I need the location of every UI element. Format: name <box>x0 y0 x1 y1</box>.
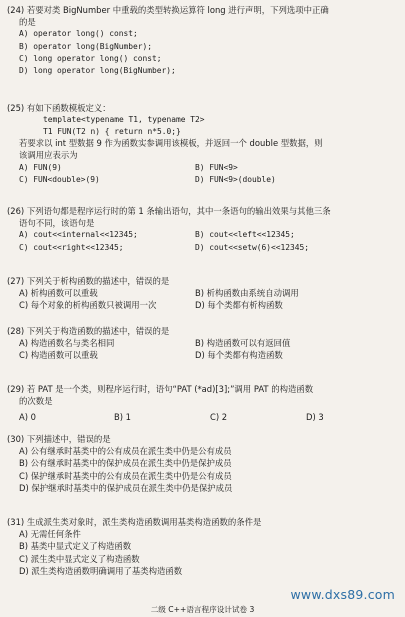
option-30-b: B) 公有继承时基类中的保护成员在派生类中仍是保护成员 <box>19 458 232 469</box>
watermark: www.dxs89.com <box>290 587 395 602</box>
question-26-stem-cont: 语句不同，该语句是 <box>19 218 95 229</box>
option-28-c: C) 构造函数可以重载 <box>19 350 98 361</box>
question-29-stem: (29) 若 PAT 是一个类，则程序运行时，语句“PAT (*ad)[3];”调用 PAT 的构造函数 <box>7 384 314 394</box>
option-27-d: D) 每个类都有析构函数 <box>195 300 283 311</box>
option-30-c: C) 保护继承时基类中的公有成员在派生类中仍是公有成员 <box>19 470 232 481</box>
question-26 <box>7 205 399 254</box>
option-25-a: A) FUN(9) <box>19 162 62 172</box>
option-25-d: D) FUN<9>(double) <box>195 174 276 184</box>
option-24-b: B) operator long(BigNumber); <box>19 41 153 51</box>
option-29-d: D) 3 <box>306 412 324 423</box>
code-line-2: T1 FUN(T2 n) { return n*5.0;} <box>43 126 181 136</box>
question-24 <box>7 4 399 77</box>
option-26-b: B) cout<<left<<12345; <box>195 230 295 240</box>
question-31 <box>7 516 399 577</box>
option-28-a: A) 构造函数名与类名相同 <box>19 338 115 349</box>
option-28-b: B) 构造函数可以有返回值 <box>195 338 291 349</box>
option-27-c: C) 每个对象的析构函数只被调用一次 <box>19 300 157 311</box>
option-27-a: A) 析构函数可以重载 <box>19 288 98 299</box>
page-footer: 二级 C++语言程序设计试卷 3 <box>150 605 255 614</box>
option-28-d: D) 每个类都有构造函数 <box>195 350 283 361</box>
question-31-stem: (31) 生成派生类对象时，派生类构造函数调用基类构造函数的条件是 <box>7 517 262 527</box>
question-30 <box>7 433 399 494</box>
option-26-c: C) cout<<right<<12345; <box>19 242 124 252</box>
option-30-a: A) 公有继承时基类中的公有成员在派生类中仍是公有成员 <box>19 446 232 457</box>
question-25-stem-cont: 若要求以 int 型数据 9 作为函数实参调用该模板，并返回一个 double 型数据，则 <box>19 138 323 149</box>
question-27-stem: (27) 下列关于析构函数的描述中，错误的是 <box>7 276 170 286</box>
option-24-a: A) operator long() const; <box>19 29 138 39</box>
question-28 <box>7 325 399 362</box>
question-29 <box>7 383 399 424</box>
question-25-stem-cont2: 该调用应表示为 <box>19 150 78 161</box>
option-24-c: C) long operator long() const; <box>19 53 162 63</box>
question-24-stem-cont: 的是 <box>19 17 36 28</box>
question-27 <box>7 275 399 312</box>
option-31-d: D) 派生类构造函数明确调用了基类构造函数 <box>19 565 183 576</box>
option-31-a: A) 无需任何条件 <box>19 529 81 540</box>
question-25 <box>7 102 399 186</box>
question-26-stem: (26) 下列语句都是程序运行时的第 1 条输出语句，其中一条语句的输出效果与其他三条 <box>7 206 331 216</box>
option-26-a: A) cout<<internal<<12345; <box>19 230 138 240</box>
option-25-c: C) FUN<double>(9) <box>19 174 100 184</box>
option-24-d: D) long operator long(BigNumber); <box>19 66 176 76</box>
option-26-d: D) cout<<setw(6)<<12345; <box>195 242 310 252</box>
option-25-b: B) FUN<9> <box>195 162 238 172</box>
option-31-b: B) 基类中显式定义了构造函数 <box>19 541 132 552</box>
option-29-c: C) 2 <box>210 412 228 423</box>
question-28-stem: (28) 下列关于构造函数的描述中，错误的是 <box>7 326 170 336</box>
question-30-stem: (30) 下列描述中，错误的是 <box>7 434 111 444</box>
option-29-a: A) 0 <box>19 412 36 423</box>
option-29-b: B) 1 <box>114 412 132 423</box>
question-24-stem: (24) 若要对类 BigNumber 中重载的类型转换运算符 long 进行声明，下列选项中正确 <box>7 5 329 15</box>
option-31-c: C) 派生类中显式定义了构造函数 <box>19 553 140 564</box>
option-30-d: D) 保护继承时基类中的保护成员在派生类中仍是保护成员 <box>19 482 233 493</box>
question-25-stem: (25) 有如下函数模板定义： <box>7 103 111 113</box>
option-27-b: B) 析构函数由系统自动调用 <box>195 288 299 299</box>
question-29-stem-cont: 的次数是 <box>19 396 53 407</box>
code-line-1: template<typename T1, typename T2> <box>43 115 205 125</box>
